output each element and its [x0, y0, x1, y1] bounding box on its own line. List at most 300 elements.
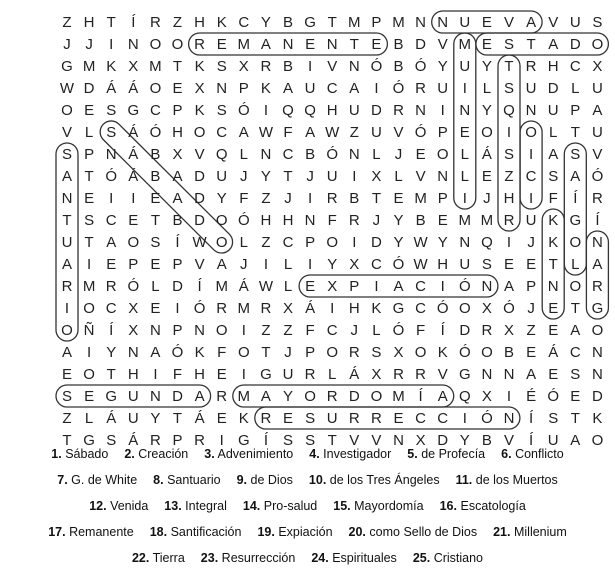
grid-letter[interactable]: T	[106, 14, 116, 31]
grid-letter[interactable]: O	[61, 102, 73, 119]
grid-letter[interactable]: F	[217, 344, 227, 361]
grid-letter[interactable]: G	[127, 102, 140, 119]
grid-letter[interactable]: B	[393, 58, 404, 75]
grid-letter[interactable]: B	[481, 432, 492, 449]
grid-letter[interactable]: K	[548, 234, 559, 251]
grid-letter[interactable]: L	[283, 278, 293, 295]
grid-letter[interactable]: I	[374, 278, 379, 295]
grid-letter[interactable]: N	[481, 366, 493, 383]
grid-letter[interactable]: N	[348, 58, 360, 75]
grid-letter[interactable]: A	[570, 322, 581, 339]
grid-letter[interactable]: R	[591, 190, 603, 207]
grid-letter[interactable]: W	[325, 124, 340, 141]
grid-letter[interactable]: E	[415, 146, 426, 163]
grid-letter[interactable]: L	[151, 278, 160, 295]
grid-letter[interactable]: Í	[109, 322, 114, 339]
grid-letter[interactable]: Q	[503, 102, 515, 119]
grid-letter[interactable]: E	[526, 256, 537, 273]
grid-letter[interactable]: R	[326, 190, 338, 207]
grid-letter[interactable]: Í	[418, 388, 423, 405]
grid-letter[interactable]: R	[348, 212, 360, 229]
grid-letter[interactable]: U	[591, 124, 603, 141]
grid-letter[interactable]: N	[105, 146, 117, 163]
grid-letter[interactable]: R	[370, 410, 382, 427]
grid-letter[interactable]: A	[260, 388, 271, 405]
grid-letter[interactable]: B	[349, 190, 360, 207]
grid-letter[interactable]: Á	[128, 124, 139, 141]
grid-letter[interactable]: G	[304, 14, 316, 31]
grid-letter[interactable]: N	[481, 278, 493, 295]
grid-letter[interactable]: U	[127, 410, 139, 427]
grid-letter[interactable]: Á	[128, 168, 139, 185]
grid-letter[interactable]: N	[194, 322, 206, 339]
grid-letter[interactable]: A	[305, 124, 316, 141]
grid-letter[interactable]: S	[106, 124, 117, 141]
grid-letter[interactable]: D	[194, 212, 206, 229]
grid-letter[interactable]: T	[172, 58, 183, 75]
grid-letter[interactable]: V	[437, 366, 448, 383]
grid-letter[interactable]: O	[215, 212, 228, 229]
grid-letter[interactable]: I	[462, 190, 467, 207]
grid-letter[interactable]: E	[481, 14, 492, 31]
grid-letter[interactable]: C	[282, 234, 294, 251]
grid-letter[interactable]: W	[413, 256, 428, 273]
grid-letter[interactable]: Ó	[414, 58, 427, 75]
grid-letter[interactable]: I	[308, 256, 313, 273]
grid-letter[interactable]: R	[216, 300, 228, 317]
grid-letter[interactable]: K	[194, 344, 205, 361]
grid-letter[interactable]: I	[529, 190, 534, 207]
grid-letter[interactable]: L	[84, 410, 94, 427]
grid-letter[interactable]: E	[150, 190, 161, 207]
grid-letter[interactable]: L	[239, 234, 248, 251]
grid-letter[interactable]: Á	[128, 146, 139, 163]
grid-letter[interactable]: J	[372, 212, 381, 229]
grid-letter[interactable]: V	[503, 14, 515, 31]
grid-letter[interactable]: S	[548, 410, 559, 427]
grid-letter[interactable]: J	[240, 256, 248, 273]
grid-letter[interactable]: V	[503, 432, 515, 449]
grid-letter[interactable]: L	[549, 124, 558, 141]
grid-letter[interactable]: H	[172, 124, 183, 141]
grid-letter[interactable]: Ó	[237, 102, 250, 119]
grid-letter[interactable]: Á	[128, 80, 139, 97]
grid-letter[interactable]: Ó	[392, 80, 405, 97]
grid-letter[interactable]: P	[526, 278, 537, 295]
grid-letter[interactable]: Ó	[392, 256, 405, 273]
grid-letter[interactable]: A	[592, 102, 603, 119]
grid-letter[interactable]: S	[481, 256, 492, 273]
grid-letter[interactable]: S	[548, 168, 559, 185]
grid-letter[interactable]: Ó	[127, 278, 140, 295]
grid-letter[interactable]: R	[194, 36, 206, 53]
grid-letter[interactable]: Ó	[326, 146, 339, 163]
grid-letter[interactable]: N	[547, 278, 559, 295]
grid-letter[interactable]: H	[194, 14, 206, 31]
grid-letter[interactable]: H	[282, 212, 294, 229]
grid-letter[interactable]: Z	[172, 14, 183, 31]
grid-letter[interactable]: Í	[529, 432, 534, 449]
grid-letter[interactable]: I	[219, 432, 224, 449]
grid-letter[interactable]: Y	[459, 432, 470, 449]
grid-letter[interactable]: L	[372, 322, 381, 339]
grid-letter[interactable]: M	[82, 58, 96, 75]
grid-letter[interactable]: Q	[458, 388, 471, 405]
grid-letter[interactable]: Y	[260, 168, 271, 185]
grid-letter[interactable]: N	[437, 14, 449, 31]
grid-letter[interactable]: I	[462, 80, 467, 97]
grid-letter[interactable]: G	[105, 388, 118, 405]
grid-letter[interactable]: E	[216, 366, 227, 383]
grid-letter[interactable]: Ó	[547, 388, 560, 405]
grid-letter[interactable]: O	[193, 124, 206, 141]
grid-letter[interactable]: M	[237, 300, 251, 317]
grid-letter[interactable]: J	[527, 300, 535, 317]
grid-letter[interactable]: Ó	[193, 300, 206, 317]
grid-letter[interactable]: Ó	[105, 168, 118, 185]
grid-letter[interactable]: U	[61, 234, 73, 251]
grid-letter[interactable]: I	[529, 146, 534, 163]
grid-letter[interactable]: O	[83, 300, 95, 317]
grid-letter[interactable]: H	[260, 212, 272, 229]
grid-letter[interactable]: R	[348, 344, 360, 361]
grid-letter[interactable]: O	[591, 36, 604, 53]
grid-letter[interactable]: X	[503, 322, 515, 339]
grid-letter[interactable]: L	[571, 80, 580, 97]
grid-letter[interactable]: C	[415, 278, 427, 295]
grid-letter[interactable]: O	[215, 234, 228, 251]
grid-letter[interactable]: C	[415, 300, 427, 317]
grid-letter[interactable]: I	[263, 256, 268, 273]
grid-letter[interactable]: Y	[393, 212, 404, 229]
grid-letter[interactable]: V	[349, 432, 360, 449]
grid-letter[interactable]: N	[503, 410, 515, 427]
grid-letter[interactable]: O	[326, 234, 339, 251]
grid-letter[interactable]: I	[374, 80, 379, 97]
grid-letter[interactable]: K	[548, 212, 559, 229]
grid-letter[interactable]: K	[106, 58, 117, 75]
grid-letter[interactable]: E	[371, 36, 382, 53]
grid-letter[interactable]: I	[109, 190, 114, 207]
grid-letter[interactable]: O	[569, 278, 582, 295]
grid-letter[interactable]: D	[569, 36, 581, 53]
grid-letter[interactable]: S	[106, 432, 117, 449]
grid-letter[interactable]: Y	[106, 344, 117, 361]
grid-letter[interactable]: V	[437, 36, 448, 53]
grid-letter[interactable]: W	[59, 80, 75, 97]
grid-letter[interactable]: K	[194, 58, 205, 75]
grid-letter[interactable]: E	[393, 190, 404, 207]
grid-letter[interactable]: A	[570, 432, 581, 449]
grid-letter[interactable]: D	[547, 80, 559, 97]
grid-letter[interactable]: N	[127, 344, 139, 361]
grid-letter[interactable]: A	[172, 168, 183, 185]
grid-letter[interactable]: K	[437, 344, 448, 361]
grid-letter[interactable]: R	[260, 300, 272, 317]
grid-letter[interactable]: K	[592, 410, 603, 427]
grid-letter[interactable]: O	[127, 234, 140, 251]
grid-letter[interactable]: V	[327, 58, 338, 75]
grid-letter[interactable]: S	[282, 432, 294, 449]
grid-letter[interactable]: N	[393, 432, 404, 449]
grid-letter[interactable]: E	[548, 322, 559, 339]
grid-letter[interactable]: Ó	[481, 410, 493, 427]
grid-letter[interactable]: E	[216, 36, 227, 53]
grid-letter[interactable]: A	[150, 344, 161, 361]
grid-letter[interactable]: U	[591, 80, 603, 97]
grid-letter[interactable]: D	[459, 322, 471, 339]
grid-letter[interactable]: Ó	[591, 168, 604, 185]
grid-letter[interactable]: E	[548, 366, 559, 383]
grid-letter[interactable]: L	[328, 366, 337, 383]
grid-letter[interactable]: E	[548, 300, 559, 317]
grid-letter[interactable]: A	[61, 168, 73, 185]
grid-letter[interactable]: O	[61, 322, 73, 339]
grid-letter[interactable]: Y	[216, 190, 227, 207]
grid-letter[interactable]: B	[503, 344, 515, 361]
grid-letter[interactable]: T	[548, 256, 558, 273]
grid-letter[interactable]: M	[414, 190, 427, 207]
grid-letter[interactable]: U	[547, 432, 559, 449]
grid-letter[interactable]: I	[131, 190, 136, 207]
grid-letter[interactable]: R	[326, 388, 338, 405]
grid-letter[interactable]: X	[282, 300, 294, 317]
grid-letter[interactable]: X	[415, 432, 426, 449]
grid-letter[interactable]: T	[172, 410, 183, 427]
grid-letter[interactable]: Y	[481, 58, 492, 75]
grid-letter[interactable]: I	[330, 300, 335, 317]
grid-letter[interactable]: N	[415, 14, 427, 31]
grid-letter[interactable]: U	[459, 14, 471, 31]
grid-letter[interactable]: T	[62, 212, 72, 229]
grid-letter[interactable]: F	[416, 322, 426, 339]
grid-letter[interactable]: T	[570, 300, 580, 317]
grid-letter[interactable]: C	[569, 344, 581, 361]
grid-letter[interactable]: P	[172, 432, 183, 449]
grid-letter[interactable]: I	[506, 388, 512, 405]
grid-letter[interactable]: Ó	[171, 344, 184, 361]
grid-letter[interactable]: T	[106, 366, 116, 383]
grid-letter[interactable]: Á	[305, 300, 316, 317]
grid-letter[interactable]: X	[371, 366, 382, 383]
grid-letter[interactable]: Z	[62, 14, 72, 31]
grid-letter[interactable]: P	[349, 278, 360, 295]
grid-letter[interactable]: M	[215, 278, 228, 295]
grid-letter[interactable]: N	[591, 234, 603, 251]
grid-letter[interactable]: J	[394, 146, 403, 163]
grid-letter[interactable]: A	[349, 80, 360, 97]
grid-letter[interactable]: A	[503, 278, 515, 295]
grid-letter[interactable]: V	[592, 146, 603, 163]
grid-letter[interactable]: E	[128, 212, 139, 229]
grid-letter[interactable]: Y	[282, 388, 294, 405]
grid-letter[interactable]: Z	[283, 322, 293, 339]
grid-letter[interactable]: Á	[481, 146, 492, 163]
grid-letter[interactable]: A	[592, 256, 603, 273]
grid-letter[interactable]: U	[282, 366, 294, 383]
grid-letter[interactable]: R	[393, 102, 404, 119]
grid-letter[interactable]: Á	[106, 410, 117, 427]
grid-letter[interactable]: G	[83, 432, 95, 449]
grid-letter[interactable]: P	[305, 234, 316, 251]
grid-letter[interactable]: Á	[106, 80, 117, 97]
grid-letter[interactable]: U	[569, 14, 581, 31]
grid-letter[interactable]: E	[459, 124, 470, 141]
grid-letter[interactable]: M	[82, 278, 96, 295]
grid-letter[interactable]: M	[458, 36, 472, 53]
grid-letter[interactable]: N	[525, 102, 537, 119]
grid-letter[interactable]: A	[282, 80, 294, 97]
grid-letter[interactable]: P	[437, 190, 448, 207]
grid-letter[interactable]: Á	[194, 410, 205, 427]
grid-letter[interactable]: R	[393, 366, 404, 383]
grid-letter[interactable]: U	[525, 212, 537, 229]
grid-letter[interactable]: S	[216, 102, 227, 119]
grid-letter[interactable]: Í	[595, 212, 600, 229]
grid-letter[interactable]: P	[570, 102, 581, 119]
grid-letter[interactable]: R	[260, 410, 272, 427]
grid-letter[interactable]: R	[525, 58, 537, 75]
grid-letter[interactable]: U	[525, 80, 537, 97]
grid-letter[interactable]: I	[308, 58, 313, 75]
grid-letter[interactable]: W	[413, 234, 428, 251]
grid-letter[interactable]: P	[371, 14, 382, 31]
grid-letter[interactable]: E	[570, 388, 581, 405]
grid-letter[interactable]: D	[437, 432, 449, 449]
grid-letter[interactable]: M	[237, 36, 251, 53]
grid-letter[interactable]: R	[304, 366, 316, 383]
grid-letter[interactable]: T	[526, 36, 536, 53]
grid-letter[interactable]: G	[237, 432, 250, 449]
grid-letter[interactable]: J	[527, 234, 535, 251]
grid-letter[interactable]: N	[260, 146, 272, 163]
grid-letter[interactable]: R	[260, 58, 272, 75]
grid-letter[interactable]: H	[326, 102, 338, 119]
grid-letter[interactable]: L	[239, 146, 248, 163]
grid-letter[interactable]: B	[150, 168, 161, 185]
grid-letter[interactable]: I	[153, 366, 158, 383]
grid-letter[interactable]: B	[282, 14, 294, 31]
grid-letter[interactable]: X	[128, 300, 139, 317]
grid-letter[interactable]: Í	[529, 410, 534, 427]
grid-letter[interactable]: A	[393, 278, 404, 295]
grid-letter[interactable]: V	[393, 124, 404, 141]
grid-letter[interactable]: N	[591, 344, 603, 361]
grid-letter[interactable]: T	[283, 168, 293, 185]
grid-letter[interactable]: G	[392, 300, 405, 317]
grid-letter[interactable]: E	[481, 168, 492, 185]
grid-letter[interactable]: C	[326, 80, 338, 97]
grid-letter[interactable]: K	[216, 14, 227, 31]
grid-letter[interactable]: Z	[261, 322, 271, 339]
grid-letter[interactable]: O	[149, 80, 162, 97]
grid-letter[interactable]: T	[570, 124, 580, 141]
grid-letter[interactable]: N	[348, 146, 360, 163]
grid-letter[interactable]: J	[306, 168, 314, 185]
grid-letter[interactable]: W	[258, 278, 273, 295]
grid-letter[interactable]: C	[326, 322, 338, 339]
grid-letter[interactable]: F	[327, 212, 337, 229]
grid-letter[interactable]: V	[61, 124, 73, 141]
grid-letter[interactable]: N	[127, 36, 139, 53]
grid-letter[interactable]: A	[548, 36, 559, 53]
grid-letter[interactable]: T	[327, 14, 337, 31]
grid-letter[interactable]: Z	[349, 124, 359, 141]
grid-letter[interactable]: K	[194, 102, 205, 119]
grid-letter[interactable]: A	[238, 124, 249, 141]
grid-letter[interactable]: E	[84, 102, 95, 119]
grid-letter[interactable]: T	[84, 168, 94, 185]
grid-letter[interactable]: X	[349, 256, 360, 273]
grid-letter[interactable]: U	[370, 124, 382, 141]
grid-letter[interactable]: X	[128, 322, 139, 339]
grid-letter[interactable]: K	[260, 80, 271, 97]
grid-letter[interactable]: E	[172, 80, 183, 97]
grid-letter[interactable]: X	[238, 58, 249, 75]
grid-letter[interactable]: Ó	[458, 278, 471, 295]
grid-letter[interactable]: O	[591, 432, 604, 449]
grid-letter[interactable]: J	[63, 36, 71, 53]
grid-letter[interactable]: F	[305, 322, 315, 339]
grid-letter[interactable]: X	[592, 58, 603, 75]
grid-letter[interactable]: R	[481, 322, 493, 339]
grid-letter[interactable]: L	[571, 256, 580, 273]
grid-letter[interactable]: R	[415, 366, 427, 383]
grid-letter[interactable]: U	[547, 102, 559, 119]
grid-letter[interactable]: O	[525, 124, 537, 141]
grid-letter[interactable]: U	[459, 256, 471, 273]
grid-letter[interactable]: S	[503, 36, 515, 53]
grid-letter[interactable]: L	[84, 124, 94, 141]
grid-letter[interactable]: E	[305, 36, 316, 53]
grid-letter[interactable]: A	[194, 388, 205, 405]
grid-letter[interactable]: N	[216, 80, 228, 97]
grid-letter[interactable]: Ñ	[83, 322, 95, 339]
grid-letter[interactable]: Ó	[370, 58, 383, 75]
grid-letter[interactable]: A	[548, 146, 559, 163]
grid-letter[interactable]: E	[437, 212, 448, 229]
grid-letter[interactable]: N	[304, 212, 316, 229]
grid-letter[interactable]: J	[85, 36, 93, 53]
grid-letter[interactable]: V	[415, 168, 426, 185]
grid-letter[interactable]: P	[238, 80, 249, 97]
grid-letter[interactable]: X	[371, 168, 382, 185]
grid-letter[interactable]: Í	[175, 234, 180, 251]
grid-letter[interactable]: X	[128, 58, 139, 75]
grid-letter[interactable]: I	[175, 300, 180, 317]
grid-letter[interactable]: Z	[261, 234, 271, 251]
grid-letter[interactable]: S	[106, 102, 117, 119]
grid-letter[interactable]: M	[480, 212, 494, 229]
grid-letter[interactable]: P	[172, 322, 183, 339]
grid-letter[interactable]: I	[440, 278, 445, 295]
grid-letter[interactable]: V	[194, 256, 205, 273]
grid-letter[interactable]: O	[171, 36, 184, 53]
grid-letter[interactable]: P	[172, 102, 183, 119]
grid-letter[interactable]: P	[305, 344, 316, 361]
grid-letter[interactable]: T	[327, 432, 337, 449]
grid-letter[interactable]: T	[371, 190, 381, 207]
grid-letter[interactable]: X	[481, 388, 492, 405]
grid-letter[interactable]: R	[415, 80, 427, 97]
grid-letter[interactable]: M	[237, 388, 251, 405]
grid-letter[interactable]: Q	[304, 102, 316, 119]
grid-letter[interactable]: U	[127, 388, 139, 405]
grid-letter[interactable]: T	[62, 432, 72, 449]
grid-letter[interactable]: M	[348, 14, 361, 31]
grid-letter[interactable]: H	[83, 14, 95, 31]
grid-letter[interactable]: N	[459, 102, 471, 119]
